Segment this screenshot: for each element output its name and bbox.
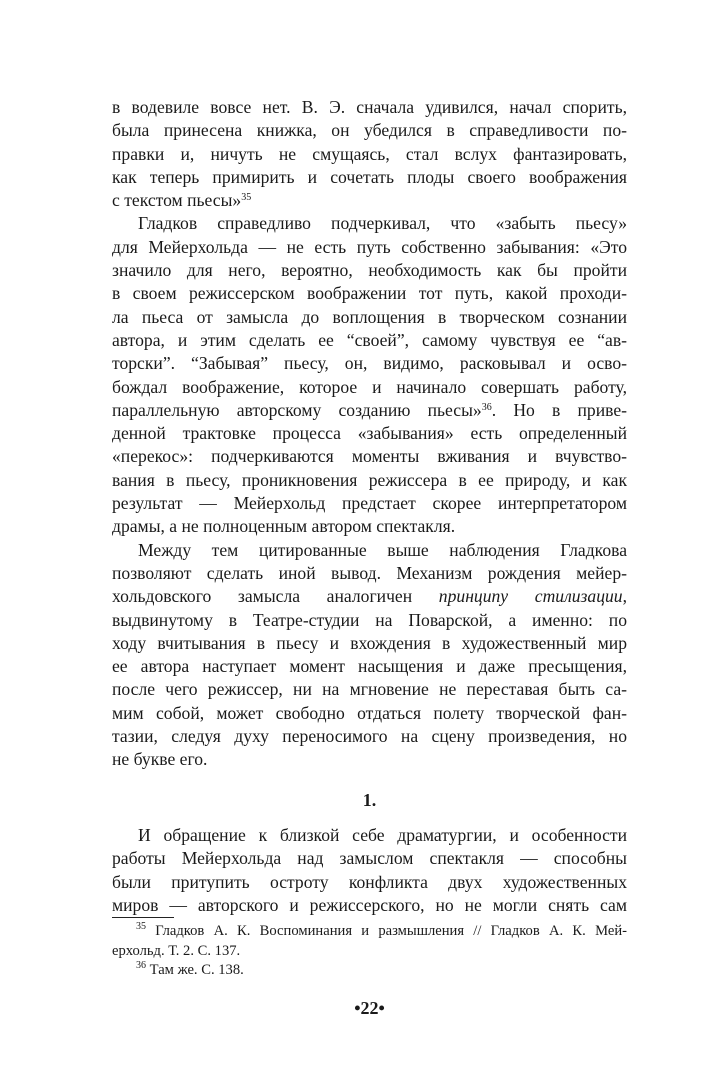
emphasis: принципу стилизации: [438, 586, 623, 607]
text-line: как теперь примирить и сочетать плоды своего воображения: [112, 166, 627, 187]
text-fragment: ,: [622, 586, 627, 607]
page-number: •22•: [354, 998, 385, 1018]
text-line: вания в пьесу, проникновения режиссера в ее природу, и как: [112, 469, 627, 490]
footnotes: [112, 922, 627, 981]
text-line: для Мейерхольда — не есть путь собственно забывания: «Это: [112, 236, 627, 257]
footnote-36: [112, 961, 627, 981]
text-line: ее автора наступает момент насыщения и даже пресыщения,: [112, 656, 627, 677]
text-line: позволяют сделать иной вывод. Механизм рождения мейер-: [112, 562, 627, 583]
footnote-mark: 35: [136, 921, 146, 932]
section-heading: 1.: [362, 790, 377, 810]
paragraph-2: [112, 212, 627, 538]
footnote-divider: [112, 917, 174, 918]
text-line: автора, и этим сделать ее “своей”, самому чувствуя ее “ав-: [112, 329, 627, 350]
paragraph-3: [112, 539, 627, 772]
text-fragment: хольдовского замысла аналогичен: [112, 586, 439, 607]
text-line: ла пьеса от замысла до воплощения в творческом сознании: [112, 306, 627, 327]
footnote-text: Там же. С. 138.: [149, 962, 244, 978]
text-line: [112, 189, 627, 212]
footnote-35: [112, 922, 627, 942]
text-line: Между тем цитированные выше наблюдения Гладкова: [138, 539, 627, 560]
text-line: результат — Мейерхольд предстает скорее интерпретатором: [112, 493, 627, 514]
text-fragment: параллельную авторскому созданию пьесы»: [112, 399, 482, 420]
text-line: в водевиле вовсе нет. В. Э. сначала удивился, начал спорить,: [112, 97, 627, 117]
text-line: тазии, следуя духу переносимого на сцену произведения, но: [112, 726, 627, 747]
paragraph-4: [112, 824, 627, 917]
text-line: были притупить остроту конфликта двух художественных: [112, 871, 627, 892]
text-fragment: с текстом пьесы»: [112, 190, 242, 211]
section-body: [112, 824, 627, 917]
text-line: после чего режиссер, ни на мгновение не переставая быть са-: [112, 679, 627, 700]
text-line: значило для него, вероятно, необходимость как бы пройти: [112, 260, 627, 281]
text-line: [112, 399, 627, 422]
text-line: в своем режиссерском воображении тот путь, какой проходи-: [112, 283, 627, 304]
text-line: была принесена книжка, он убедился в справедливости по-: [112, 120, 627, 141]
text-line: Гладков справедливо подчеркивал, что «забыть пьесу»: [138, 213, 627, 234]
text-line: ходу вчитывания в пьесу и вхождения в художественный мир: [112, 632, 627, 653]
text-line: драмы, а не полноценным автором спектакля.: [112, 516, 456, 537]
footnote-mark: 36: [136, 960, 146, 971]
paragraph-1: [112, 96, 627, 212]
page-body: [112, 96, 627, 1018]
footnote-ref[interactable]: 36: [481, 401, 492, 413]
footnote-text: Гладков А. К. Воспоминания и размышления // Гладков А. К. Мей-: [155, 923, 627, 939]
text-line: денной трактовке процесса «забывания» есть определенный: [112, 423, 627, 444]
text-line: работы Мейерхольда над замыслом спектакля — способны: [112, 848, 627, 869]
footnote-ref[interactable]: 35: [241, 192, 252, 204]
text-line: мим собой, может свободно отдаться полету творческой фан-: [112, 702, 627, 723]
text-line: выдвинутому в Театре-студии на Поварской, а именно: по: [112, 609, 627, 630]
text-line: правки и, ничуть не смущаясь, стал вслух фантазировать,: [112, 143, 627, 164]
text-line: миров — авторского и режиссерского, но не могли снять сам: [112, 894, 627, 915]
text-line: торски”. “Забывая” пьесу, он, видимо, расковывал и осво-: [112, 353, 627, 374]
text-line: не букве его.: [112, 749, 208, 770]
text-fragment: . Но в приве-: [491, 399, 627, 420]
text-line: «перекос»: подчеркиваются моменты вживания и вчувство-: [112, 446, 627, 467]
footnote-text: ерхольд. Т. 2. С. 137.: [112, 942, 241, 959]
text-line: И обращение к близкой себе драматургии, и особенности: [138, 825, 627, 845]
text-line: [112, 585, 627, 608]
text-line: бождал воображение, которое и начинало совершать работу,: [112, 376, 627, 397]
